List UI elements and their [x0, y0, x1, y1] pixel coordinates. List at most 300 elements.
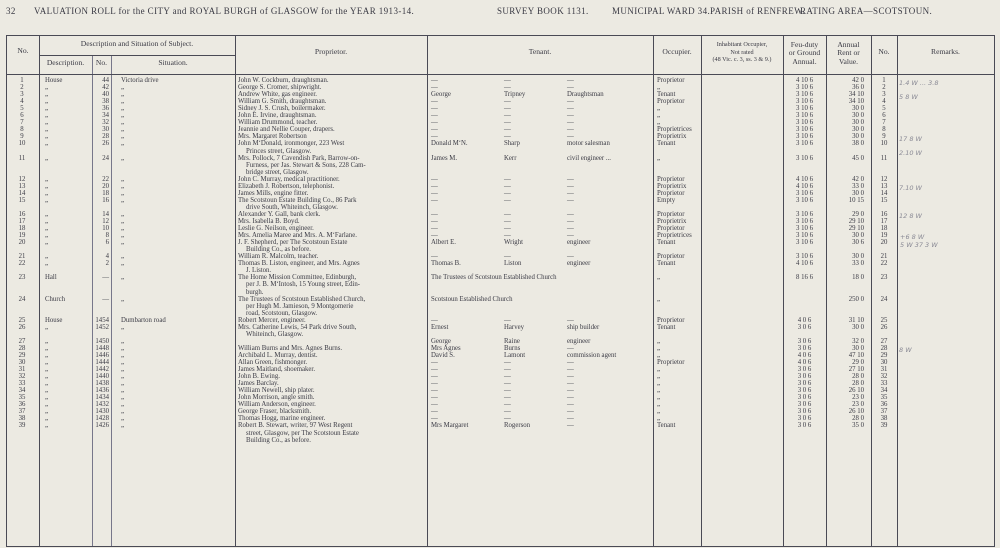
row-tenant-surname: Lamont	[504, 351, 526, 359]
row-description: House	[45, 77, 63, 84]
row-proprietor-line: J. F. Shepherd, per The Scotstoun Estate	[238, 239, 348, 247]
row-situation: „	[121, 387, 125, 395]
row-number-repeat: 3	[882, 91, 886, 99]
row-tenant-occupation: —	[567, 422, 574, 430]
row-tenant-surname: —	[504, 196, 511, 204]
row-tenant-occupation: —	[567, 105, 574, 113]
row-tenant-surname: —	[504, 225, 511, 233]
row-situation: „	[121, 140, 125, 148]
row-description: „	[45, 415, 49, 423]
row-street-number: 8	[105, 232, 109, 240]
row-occupier: Proprietor	[657, 189, 685, 197]
row-street-number: 4	[105, 253, 109, 261]
row-occupier: Proprietor	[657, 316, 685, 324]
row-situation: „	[121, 119, 125, 127]
row-occupier: „	[657, 373, 661, 381]
row-proprietor-line: burgh.	[246, 288, 264, 296]
row-tenant-first: —	[431, 77, 438, 84]
row-description: Church	[45, 295, 66, 303]
row-occupier: Proprietrix	[657, 133, 687, 141]
row-annual-rent: 45 0	[852, 154, 864, 162]
col-occupier-header: Occupier.	[662, 47, 692, 56]
row-description: „	[45, 196, 49, 204]
row-proprietor-line: William Newell, ship plater.	[238, 387, 315, 395]
row-feu-duty: 3 0 6	[797, 422, 812, 430]
row-description: „	[45, 387, 49, 395]
row-street-number: 1442	[95, 366, 109, 374]
row-annual-rent: 38 0	[852, 140, 864, 148]
row-number-repeat: 8	[882, 126, 886, 134]
row-number: 4	[20, 98, 24, 106]
row-description: „	[45, 253, 49, 261]
row-tenant-first: —	[431, 218, 438, 225]
row-situation: „	[121, 98, 125, 106]
row-tenant-surname: —	[504, 210, 511, 218]
row-number: 15	[18, 196, 26, 204]
pencil-remark: 8 W	[899, 346, 912, 354]
row-situation: „	[121, 175, 125, 183]
row-annual-rent: 47 10	[848, 351, 864, 359]
row-feu-duty: 3 10 6	[796, 84, 813, 92]
row-feu-duty: 3 10 6	[796, 140, 813, 148]
row-tenant-first: Ernest	[431, 323, 449, 331]
row-tenant-first: —	[431, 253, 438, 261]
row-occupier: Proprietor	[657, 225, 685, 233]
row-situation: „	[121, 218, 125, 225]
row-annual-rent: 30 0	[852, 344, 864, 352]
row-tenant-surname: Sharp	[504, 140, 520, 148]
row-feu-duty: 3 10 6	[796, 189, 813, 197]
row-number-repeat: 17	[880, 218, 888, 225]
row-tenant-occupation: —	[567, 119, 574, 127]
row-situation: „	[121, 112, 125, 120]
row-number: 21	[18, 253, 26, 261]
row-tenant-occupation: —	[567, 126, 574, 134]
row-tenant-first: —	[431, 380, 438, 388]
row-proprietor-line: Thomas Hogg, marine engineer.	[238, 415, 326, 423]
row-occupier: „	[657, 380, 661, 388]
row-description: „	[45, 175, 49, 183]
row-street-number: 26	[102, 140, 109, 148]
row-tenant-first: —	[431, 366, 438, 374]
row-situation: „	[121, 373, 125, 381]
row-situation: „	[121, 126, 125, 134]
parish: PARISH of RENFREW.	[710, 6, 805, 16]
row-description: „	[45, 140, 49, 148]
row-situation: „	[121, 210, 125, 218]
row-number: 24	[18, 295, 26, 303]
col-remarks-header: Remarks.	[931, 47, 960, 56]
row-number-repeat: 23	[880, 274, 888, 282]
row-tenant-occupation: —	[567, 210, 574, 218]
row-proprietor-line: Princes street, Glasgow.	[246, 147, 312, 155]
row-description: „	[45, 218, 49, 225]
row-tenant-occupation: —	[567, 189, 574, 197]
row-situation: „	[121, 84, 125, 92]
row-tenant-first: Donald M‘N.	[431, 140, 468, 148]
row-tenant-surname: —	[504, 373, 511, 381]
row-number-repeat: 39	[880, 422, 888, 430]
row-proprietor-line: J. Liston.	[246, 267, 272, 275]
row-proprietor-line: per J. B. M‘Intosh, 15 Young street, Edin-	[246, 281, 361, 289]
row-tenant-surname: —	[504, 387, 511, 395]
row-annual-rent: 34 10	[848, 91, 864, 99]
row-tenant-occupation: —	[567, 408, 574, 416]
row-situation: „	[121, 359, 125, 366]
row-occupier: Tenant	[657, 260, 676, 268]
row-situation: „	[121, 401, 125, 409]
row-number-repeat: 20	[880, 239, 888, 247]
row-occupier: „	[657, 337, 661, 345]
row-feu-duty: 3 10 6	[796, 119, 813, 127]
row-street-number: 1448	[95, 344, 109, 352]
row-annual-rent: 28 0	[852, 380, 864, 388]
row-number-repeat: 38	[880, 415, 888, 423]
row-number-repeat: 28	[880, 344, 888, 352]
row-tenant-first: —	[431, 394, 438, 402]
row-number: 14	[18, 189, 26, 197]
row-occupier: Proprietor	[657, 359, 685, 366]
row-number-repeat: 10	[880, 140, 888, 148]
row-tenant-first: —	[431, 105, 438, 113]
municipal-ward: MUNICIPAL WARD 34.	[612, 6, 711, 16]
row-annual-rent: 30 0	[852, 119, 864, 127]
row-proprietor-line: bridge street, Glasgow.	[246, 168, 309, 176]
row-annual-rent: 10 15	[848, 196, 864, 204]
col-feu-duty-header: Feu-duty or Ground Annual.	[788, 40, 821, 66]
row-tenant-occupation: —	[567, 182, 574, 190]
row-annual-rent: 30 0	[852, 189, 864, 197]
row-number: 12	[18, 175, 26, 183]
row-annual-rent: 26 10	[848, 408, 864, 416]
row-street-number: 22	[102, 175, 109, 183]
row-proprietor-line: James Barclay.	[238, 380, 279, 388]
row-tenant-occupation: ship builder	[567, 323, 600, 331]
row-annual-rent: 28 0	[852, 415, 864, 423]
row-description: „	[45, 126, 49, 134]
row-tenant-first: David S.	[431, 351, 455, 359]
row-description: „	[45, 210, 49, 218]
row-description: „	[45, 105, 49, 113]
pencil-remark: 2.10 W	[899, 149, 922, 157]
row-tenant-surname: —	[504, 218, 511, 225]
row-feu-duty: 3 10 6	[796, 253, 813, 261]
row-situation: „	[121, 182, 125, 190]
row-number: 10	[18, 140, 26, 148]
row-tenant-occupation: Draughtsman	[567, 91, 604, 99]
row-tenant-first: —	[431, 196, 438, 204]
row-description: „	[45, 359, 49, 366]
row-street-number: 28	[102, 133, 109, 141]
row-feu-duty: 3 0 6	[797, 380, 812, 388]
row-feu-duty: 3 0 6	[797, 366, 812, 374]
row-tenant-occupation: —	[567, 344, 574, 352]
row-description: „	[45, 98, 49, 106]
row-number: 16	[18, 210, 26, 218]
row-number-repeat: 22	[880, 260, 888, 268]
row-tenant-occupation: —	[567, 196, 574, 204]
row-proprietor-line: Mrs. Amelia Maree and Mrs. A. M‘Farlane.	[238, 232, 357, 240]
row-proprietor-line: James Maitland, shoemaker.	[238, 366, 316, 374]
row-tenant-first: Albert E.	[431, 239, 456, 247]
row-number-repeat: 31	[880, 366, 888, 374]
row-proprietor-line: Whiteinch, Glasgow.	[246, 330, 304, 338]
row-proprietor-line: William R. Malcolm, teacher.	[238, 253, 319, 261]
row-proprietor-line: Mrs. Pollock, 7 Cavendish Park, Barrow-on-	[238, 154, 360, 162]
row-number: 3	[20, 91, 24, 99]
row-situation: „	[121, 189, 125, 197]
row-street-number: 30	[102, 126, 109, 134]
row-annual-rent: 28 0	[852, 373, 864, 381]
row-tenant-first: —	[431, 232, 438, 240]
row-tenant-first: —	[431, 316, 438, 324]
row-street-number: 1428	[95, 415, 109, 423]
row-proprietor-line: John Morrison, angle smith.	[238, 394, 315, 402]
row-feu-duty: 3 0 6	[797, 401, 812, 409]
row-proprietor-line: Building Co., as before.	[246, 436, 311, 444]
row-number-repeat: 7	[882, 119, 886, 127]
pencil-remark: 5 W 37 3 W	[900, 241, 938, 249]
row-annual-rent: 30 0	[852, 126, 864, 134]
row-number-repeat: 16	[880, 210, 888, 218]
row-number: 36	[18, 401, 26, 409]
row-tenant-surname: —	[504, 98, 511, 106]
row-tenant-occupation: motor salesman	[567, 140, 610, 148]
row-feu-duty: 3 10 6	[796, 225, 813, 233]
row-occupier: „	[657, 105, 661, 113]
row-tenant-occupation: —	[567, 112, 574, 120]
row-situation: Dumbarton road	[121, 316, 166, 324]
row-tenant-occupation: —	[567, 175, 574, 183]
row-proprietor-line: George Fraser, blacksmith.	[238, 408, 312, 416]
row-feu-duty: 3 10 6	[796, 239, 813, 247]
row-tenant-occupation: —	[567, 84, 574, 92]
pencil-remark: 17 8 W	[899, 135, 922, 143]
row-proprietor-line: Thomas B. Liston, engineer, and Mrs. Agnes	[238, 260, 360, 268]
row-number: 25	[18, 316, 26, 324]
row-proprietor-line: Sidney J. S. Crush, boilermaker.	[238, 105, 326, 113]
row-number: 28	[18, 344, 26, 352]
row-proprietor-line: Furness, per Jas. Stewart & Sons, 228 Cam-	[246, 161, 366, 169]
row-tenant-first: —	[431, 210, 438, 218]
row-occupier: Proprietor	[657, 175, 685, 183]
row-number: 27	[18, 337, 26, 345]
row-proprietor-line: William Drummond, teacher.	[238, 119, 318, 127]
row-occupier: Tenant	[657, 239, 676, 247]
row-street-number: —	[102, 274, 109, 282]
row-situation: „	[121, 105, 125, 113]
row-tenant-surname: —	[504, 189, 511, 197]
row-description: „	[45, 323, 49, 331]
row-street-number: 1450	[95, 337, 109, 345]
row-description: „	[45, 260, 49, 268]
row-annual-rent: 29 0	[852, 359, 864, 366]
row-proprietor-line: Elizabeth J. Robertson, telephonist.	[238, 182, 335, 190]
row-tenant-surname: —	[504, 380, 511, 388]
row-proprietor-line: Jeannie and Nellie Couper, drapers.	[238, 126, 335, 134]
row-street-number: 10	[102, 225, 109, 233]
row-tenant-surname: Raine	[504, 337, 520, 345]
row-number-repeat: 13	[880, 182, 888, 190]
row-tenant-surname: —	[504, 105, 511, 113]
row-annual-rent: 30 0	[852, 232, 864, 240]
row-proprietor-line: Robert Mercer, engineer.	[238, 316, 306, 324]
row-tenant-first: Mrs Agnes	[431, 344, 461, 352]
roll-title: VALUATION ROLL for the CITY and ROYAL BURGH of GLASGOW for the YEAR 1913-14.	[34, 6, 415, 16]
row-proprietor-line: John M‘Donald, ironmonger, 223 West	[238, 140, 345, 148]
row-feu-duty: 3 10 6	[796, 126, 813, 134]
row-feu-duty: 3 10 6	[796, 112, 813, 120]
row-proprietor-line: Archibald L. Murray, dentist.	[238, 351, 318, 359]
row-street-number: 40	[102, 91, 109, 99]
row-tenant-occupation: commission agent	[567, 351, 617, 359]
row-tenant-occupation: engineer	[567, 337, 591, 345]
row-annual-rent: 33 0	[852, 182, 864, 190]
row-tenant-first: —	[431, 373, 438, 381]
row-description: „	[45, 232, 49, 240]
row-tenant-surname: —	[504, 415, 511, 423]
row-tenant-first: George	[431, 91, 451, 99]
row-proprietor-line: The Scotstoun Estate Building Co., 86 Park	[238, 196, 357, 204]
row-occupier: „	[657, 394, 661, 402]
row-tenant: Scotstoun Established Church	[431, 295, 513, 303]
col-tenant-header: Tenant.	[528, 47, 552, 56]
row-number-repeat: 18	[880, 225, 888, 233]
row-tenant-first: —	[431, 408, 438, 416]
col-situation-header: Situation.	[158, 58, 188, 67]
row-street-number: 1436	[95, 387, 109, 395]
row-tenant-first: —	[431, 189, 438, 197]
row-street-number: 1440	[95, 373, 109, 381]
row-situation: Victoria drive	[121, 77, 159, 84]
row-feu-duty: 3 10 6	[796, 105, 813, 113]
row-tenant-occupation: —	[567, 366, 574, 374]
row-feu-duty: 3 10 6	[796, 218, 813, 225]
col-description-header: Description.	[46, 58, 85, 67]
row-situation: „	[121, 295, 125, 303]
col-description-group-header: Description and Situation of Subject.	[80, 39, 194, 48]
row-number: 29	[18, 351, 26, 359]
row-situation: „	[121, 323, 125, 331]
row-occupier: „	[657, 119, 661, 127]
row-tenant-first: —	[431, 387, 438, 395]
pencil-remark: +6 8 W	[900, 233, 925, 241]
row-feu-duty: 3 10 6	[796, 98, 813, 106]
row-number-repeat: 32	[880, 373, 888, 381]
row-situation: „	[121, 154, 125, 162]
row-tenant-occupation: —	[567, 380, 574, 388]
col-no-header: No.	[17, 46, 29, 55]
row-annual-rent: 30 6	[852, 239, 864, 247]
row-tenant-surname: —	[504, 112, 511, 120]
row-number-repeat: 11	[880, 154, 888, 162]
row-number-repeat: 33	[880, 380, 888, 388]
row-number: 31	[18, 366, 26, 374]
row-description: House	[45, 316, 63, 324]
row-number: 22	[18, 260, 26, 268]
survey-book: SURVEY BOOK 1131.	[497, 6, 589, 16]
row-occupier: Proprietor	[657, 210, 685, 218]
row-feu-duty: 3 0 6	[797, 387, 812, 395]
row-proprietor-line: per Hugh M. Jamieson, 9 Montgomerie	[246, 302, 354, 310]
row-number-repeat: 9	[882, 133, 886, 141]
row-occupier: „	[657, 415, 661, 423]
row-feu-duty: 3 0 6	[797, 337, 812, 345]
row-occupier: „	[657, 154, 661, 162]
row-tenant-occupation: —	[567, 77, 574, 84]
row-description: „	[45, 422, 49, 430]
row-street-number: 20	[102, 182, 109, 190]
row-street-number: 34	[102, 112, 109, 120]
row-tenant-first: —	[431, 98, 438, 106]
row-feu-duty: 3 10 6	[796, 232, 813, 240]
row-tenant-occupation: —	[567, 232, 574, 240]
row-proprietor-line: The Trustees of Scotstoun Established Church,	[238, 295, 366, 303]
row-occupier: „	[657, 84, 661, 92]
row-description: „	[45, 84, 49, 92]
row-tenant-surname: —	[504, 316, 511, 324]
row-tenant-occupation: civil engineer ...	[567, 154, 611, 162]
row-proprietor-line: John C. Murray, medical practitioner.	[238, 175, 340, 183]
row-tenant-surname: Tripney	[504, 91, 526, 99]
row-street-number: 1454	[95, 316, 109, 324]
row-tenant-first: —	[431, 112, 438, 120]
col-annual-rent-header: Annual Rent or Value.	[837, 40, 860, 66]
row-tenant-occupation: engineer	[567, 260, 591, 268]
row-tenant-surname: Wright	[504, 239, 523, 247]
row-number: 19	[18, 232, 26, 240]
row-description: „	[45, 133, 49, 141]
row-feu-duty: 3 0 6	[797, 344, 812, 352]
valuation-table	[6, 35, 995, 547]
row-tenant-occupation: —	[567, 218, 574, 225]
row-street-number: —	[102, 295, 109, 303]
row-annual-rent: 30 0	[852, 323, 864, 331]
row-occupier: Proprietor	[657, 253, 685, 261]
row-feu-duty: 3 10 6	[796, 91, 813, 99]
row-number-repeat: 5	[882, 105, 886, 113]
row-street-number: 38	[102, 98, 109, 106]
row-annual-rent: 29 10	[848, 225, 864, 233]
row-tenant-surname: Harvey	[504, 323, 525, 331]
row-number-repeat: 2	[882, 84, 886, 92]
row-number-repeat: 29	[880, 351, 888, 359]
row-street-number: 32	[102, 119, 109, 127]
row-occupier: „	[657, 344, 661, 352]
row-feu-duty: 3 10 6	[796, 133, 813, 141]
row-proprietor-line: drive South, Whiteinch, Glasgow.	[246, 203, 338, 211]
row-annual-rent: 31 10	[848, 316, 864, 324]
row-proprietor-line: Mrs. Isabella B. Boyd.	[238, 218, 300, 225]
row-number: 13	[18, 182, 26, 190]
row-tenant-occupation: —	[567, 373, 574, 381]
row-situation: „	[121, 196, 125, 204]
row-annual-rent: 32 0	[852, 337, 864, 345]
row-situation: „	[121, 366, 125, 374]
row-number: 35	[18, 394, 26, 402]
row-occupier: Proprietor	[657, 98, 685, 106]
row-street-number: 1438	[95, 380, 109, 388]
row-tenant-first: —	[431, 225, 438, 233]
row-tenant-occupation: —	[567, 225, 574, 233]
row-tenant-surname: —	[504, 408, 511, 416]
row-tenant-first: —	[431, 119, 438, 127]
row-description: „	[45, 408, 49, 416]
row-number: 32	[18, 373, 26, 381]
row-number: 11	[18, 154, 26, 162]
row-tenant-occupation: —	[567, 415, 574, 423]
row-number-repeat: 6	[882, 112, 886, 120]
